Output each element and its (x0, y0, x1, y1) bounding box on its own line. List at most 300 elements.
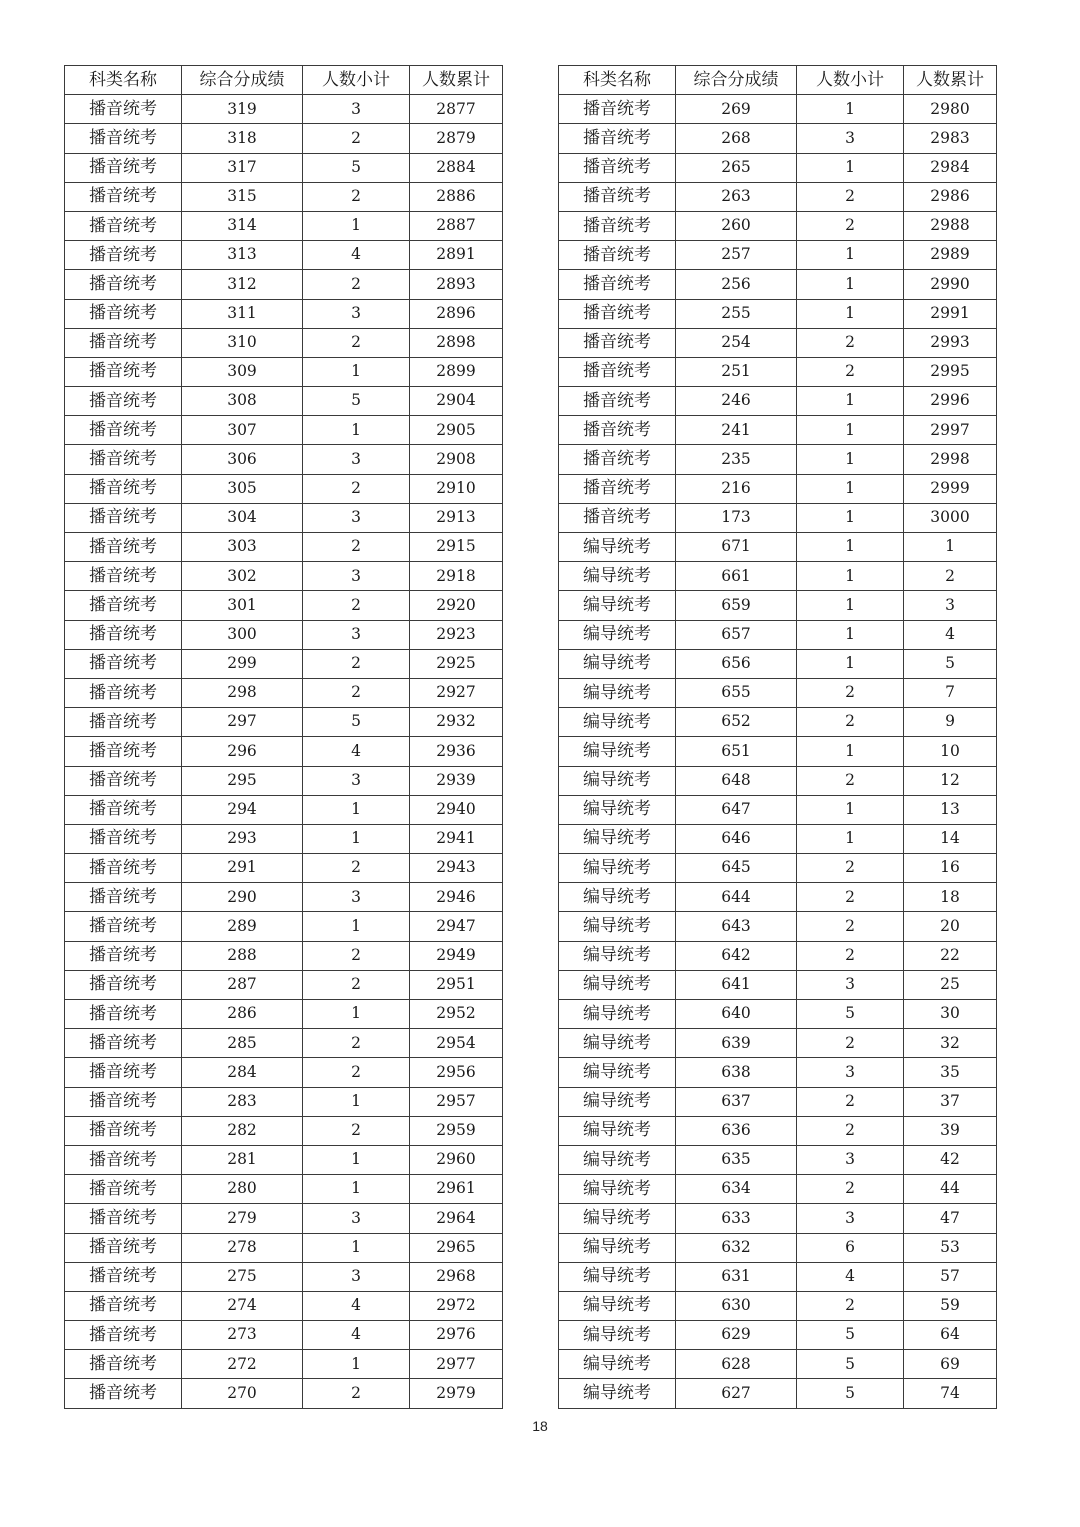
table-row (65, 474, 503, 503)
cell-category: 播音统考 (559, 357, 676, 386)
table-row (559, 1058, 997, 1087)
table-row (65, 1000, 503, 1029)
table-header-row (559, 66, 997, 95)
cell-score: 301 (182, 591, 303, 620)
table-row (65, 970, 503, 999)
cell-category: 播音统考 (65, 153, 182, 182)
table-row (65, 1058, 503, 1087)
table-row (559, 1116, 997, 1145)
cell-category: 播音统考 (65, 124, 182, 153)
cell-cumulative: 2991 (904, 299, 997, 328)
cell-count: 1 (303, 1145, 410, 1174)
table-row (559, 1087, 997, 1116)
cell-count: 2 (303, 941, 410, 970)
cell-category: 编导统考 (559, 591, 676, 620)
cell-category: 编导统考 (559, 1233, 676, 1262)
table-row (65, 620, 503, 649)
cell-score: 299 (182, 649, 303, 678)
cell-count: 3 (303, 620, 410, 649)
cell-cumulative: 10 (904, 737, 997, 766)
cell-category: 编导统考 (559, 1262, 676, 1291)
cell-count: 1 (797, 591, 904, 620)
cell-cumulative: 2943 (410, 854, 503, 883)
table-row (65, 153, 503, 182)
score-table-right (558, 65, 997, 1409)
table-row (559, 1262, 997, 1291)
cell-cumulative: 2972 (410, 1291, 503, 1320)
cell-score: 273 (182, 1321, 303, 1350)
table-row (559, 1379, 997, 1408)
cell-count: 3 (303, 1262, 410, 1291)
table-row (65, 211, 503, 240)
cell-category: 编导统考 (559, 1321, 676, 1350)
cell-category: 播音统考 (65, 970, 182, 999)
cell-score: 294 (182, 795, 303, 824)
table-header-row (65, 66, 503, 95)
cell-score: 284 (182, 1058, 303, 1087)
cell-score: 241 (676, 416, 797, 445)
cell-score: 642 (676, 941, 797, 970)
cell-score: 647 (676, 795, 797, 824)
table-row (559, 387, 997, 416)
table-row (65, 1379, 503, 1408)
cell-cumulative: 16 (904, 854, 997, 883)
table-row (559, 182, 997, 211)
cell-cumulative: 2998 (904, 445, 997, 474)
table-row (559, 970, 997, 999)
cell-count: 5 (797, 1321, 904, 1350)
cell-cumulative: 47 (904, 1204, 997, 1233)
table-row (559, 1350, 997, 1379)
cell-score: 640 (676, 1000, 797, 1029)
cell-score: 305 (182, 474, 303, 503)
cell-score: 629 (676, 1321, 797, 1350)
cell-score: 632 (676, 1233, 797, 1262)
cell-cumulative: 2956 (410, 1058, 503, 1087)
header-category: 科类名称 (65, 66, 182, 95)
cell-category: 播音统考 (65, 357, 182, 386)
cell-count: 3 (303, 766, 410, 795)
cell-score: 282 (182, 1116, 303, 1145)
table-row (559, 1000, 997, 1029)
cell-count: 1 (303, 211, 410, 240)
cell-category: 播音统考 (559, 416, 676, 445)
header-cumulative: 人数累计 (904, 66, 997, 95)
cell-count: 1 (797, 445, 904, 474)
cell-cumulative: 2904 (410, 387, 503, 416)
cell-count: 3 (303, 503, 410, 532)
table-row (65, 1233, 503, 1262)
cell-count: 1 (303, 416, 410, 445)
cell-score: 285 (182, 1029, 303, 1058)
cell-count: 2 (303, 1379, 410, 1408)
cell-count: 2 (797, 678, 904, 707)
cell-category: 播音统考 (559, 211, 676, 240)
cell-count: 2 (797, 182, 904, 211)
cell-category: 编导统考 (559, 824, 676, 853)
cell-cumulative: 2947 (410, 912, 503, 941)
cell-cumulative: 2932 (410, 708, 503, 737)
cell-category: 编导统考 (559, 854, 676, 883)
table-row (559, 883, 997, 912)
table-row (65, 737, 503, 766)
cell-count: 1 (303, 1087, 410, 1116)
cell-count: 1 (797, 474, 904, 503)
cell-count: 1 (303, 1233, 410, 1262)
table-row (65, 708, 503, 737)
cell-cumulative: 2927 (410, 678, 503, 707)
cell-count: 3 (797, 124, 904, 153)
cell-category: 播音统考 (65, 1233, 182, 1262)
table-row (65, 241, 503, 270)
table-row (65, 795, 503, 824)
cell-cumulative: 2905 (410, 416, 503, 445)
table-row (65, 328, 503, 357)
table-row (65, 562, 503, 591)
cell-score: 296 (182, 737, 303, 766)
cell-cumulative: 2996 (904, 387, 997, 416)
cell-count: 2 (797, 1087, 904, 1116)
cell-category: 播音统考 (65, 211, 182, 240)
cell-category: 播音统考 (65, 328, 182, 357)
cell-cumulative: 2891 (410, 241, 503, 270)
cell-count: 5 (797, 1350, 904, 1379)
cell-category: 编导统考 (559, 620, 676, 649)
cell-category: 编导统考 (559, 737, 676, 766)
cell-cumulative: 2957 (410, 1087, 503, 1116)
cell-cumulative: 2954 (410, 1029, 503, 1058)
cell-count: 5 (303, 708, 410, 737)
cell-score: 288 (182, 941, 303, 970)
cell-cumulative: 20 (904, 912, 997, 941)
cell-category: 编导统考 (559, 1029, 676, 1058)
cell-cumulative: 2986 (904, 182, 997, 211)
cell-category: 编导统考 (559, 1058, 676, 1087)
cell-score: 315 (182, 182, 303, 211)
cell-score: 275 (182, 1262, 303, 1291)
table-row (559, 824, 997, 853)
table-row (559, 1321, 997, 1350)
cell-score: 635 (676, 1145, 797, 1174)
cell-score: 313 (182, 241, 303, 270)
cell-category: 播音统考 (65, 824, 182, 853)
cell-cumulative: 2951 (410, 970, 503, 999)
cell-score: 278 (182, 1233, 303, 1262)
table-row (559, 941, 997, 970)
cell-score: 656 (676, 649, 797, 678)
cell-count: 3 (303, 562, 410, 591)
cell-category: 播音统考 (65, 591, 182, 620)
cell-score: 310 (182, 328, 303, 357)
cell-cumulative: 2910 (410, 474, 503, 503)
cell-cumulative: 2899 (410, 357, 503, 386)
header-count: 人数小计 (303, 66, 410, 95)
table-row (65, 678, 503, 707)
table-row (65, 1029, 503, 1058)
cell-score: 274 (182, 1291, 303, 1320)
cell-cumulative: 2968 (410, 1262, 503, 1291)
cell-score: 257 (676, 241, 797, 270)
cell-cumulative: 18 (904, 883, 997, 912)
cell-score: 643 (676, 912, 797, 941)
table-row (559, 416, 997, 445)
table-row (65, 533, 503, 562)
cell-cumulative: 25 (904, 970, 997, 999)
cell-count: 2 (797, 328, 904, 357)
cell-score: 311 (182, 299, 303, 328)
cell-count: 1 (797, 95, 904, 124)
cell-count: 5 (797, 1379, 904, 1408)
cell-category: 编导统考 (559, 1291, 676, 1320)
cell-category: 播音统考 (65, 503, 182, 532)
cell-cumulative: 1 (904, 533, 997, 562)
cell-category: 播音统考 (65, 533, 182, 562)
cell-cumulative: 12 (904, 766, 997, 795)
table-row (65, 182, 503, 211)
cell-count: 3 (797, 1058, 904, 1087)
cell-count: 1 (303, 824, 410, 853)
cell-cumulative: 2908 (410, 445, 503, 474)
table-row (559, 474, 997, 503)
table-row (65, 1350, 503, 1379)
cell-category: 播音统考 (65, 1116, 182, 1145)
cell-count: 1 (797, 503, 904, 532)
cell-cumulative: 2 (904, 562, 997, 591)
cell-cumulative: 2936 (410, 737, 503, 766)
cell-category: 播音统考 (65, 883, 182, 912)
cell-score: 246 (676, 387, 797, 416)
cell-category: 播音统考 (65, 795, 182, 824)
cell-score: 293 (182, 824, 303, 853)
cell-cumulative: 3 (904, 591, 997, 620)
cell-category: 播音统考 (559, 153, 676, 182)
score-table-left (64, 65, 503, 1409)
table-row (559, 1029, 997, 1058)
cell-cumulative: 57 (904, 1262, 997, 1291)
cell-cumulative: 2898 (410, 328, 503, 357)
cell-count: 3 (303, 299, 410, 328)
cell-category: 播音统考 (559, 387, 676, 416)
cell-count: 2 (797, 357, 904, 386)
cell-count: 2 (797, 1175, 904, 1204)
cell-cumulative: 2965 (410, 1233, 503, 1262)
table-row (559, 270, 997, 299)
header-cumulative: 人数累计 (410, 66, 503, 95)
cell-score: 638 (676, 1058, 797, 1087)
cell-category: 播音统考 (65, 445, 182, 474)
cell-count: 1 (797, 241, 904, 270)
cell-category: 播音统考 (65, 912, 182, 941)
cell-count: 2 (797, 211, 904, 240)
cell-score: 636 (676, 1116, 797, 1145)
cell-category: 播音统考 (65, 941, 182, 970)
cell-count: 4 (797, 1262, 904, 1291)
table-row (65, 416, 503, 445)
table-row (65, 824, 503, 853)
cell-cumulative: 2879 (410, 124, 503, 153)
cell-category: 编导统考 (559, 1087, 676, 1116)
cell-score: 309 (182, 357, 303, 386)
cell-score: 265 (676, 153, 797, 182)
cell-cumulative: 2995 (904, 357, 997, 386)
table-row (65, 1291, 503, 1320)
cell-count: 1 (797, 533, 904, 562)
cell-category: 播音统考 (65, 708, 182, 737)
table-row (65, 941, 503, 970)
table-row (559, 912, 997, 941)
cell-count: 1 (303, 1175, 410, 1204)
table-row (65, 503, 503, 532)
cell-category: 播音统考 (559, 241, 676, 270)
header-count: 人数小计 (797, 66, 904, 95)
cell-category: 编导统考 (559, 533, 676, 562)
cell-score: 287 (182, 970, 303, 999)
cell-count: 2 (797, 1116, 904, 1145)
cell-score: 272 (182, 1350, 303, 1379)
cell-category: 播音统考 (65, 1291, 182, 1320)
cell-cumulative: 2915 (410, 533, 503, 562)
cell-cumulative: 2997 (904, 416, 997, 445)
cell-cumulative: 44 (904, 1175, 997, 1204)
cell-score: 646 (676, 824, 797, 853)
cell-count: 2 (303, 1029, 410, 1058)
cell-count: 2 (303, 854, 410, 883)
cell-count: 3 (303, 445, 410, 474)
cell-count: 1 (797, 270, 904, 299)
cell-score: 630 (676, 1291, 797, 1320)
cell-score: 289 (182, 912, 303, 941)
table-row (559, 795, 997, 824)
cell-cumulative: 14 (904, 824, 997, 853)
cell-category: 播音统考 (65, 1379, 182, 1408)
cell-cumulative: 2980 (904, 95, 997, 124)
cell-count: 1 (303, 357, 410, 386)
cell-count: 2 (303, 1058, 410, 1087)
table-row (559, 1291, 997, 1320)
table-row (65, 649, 503, 678)
cell-count: 2 (797, 941, 904, 970)
cell-cumulative: 2939 (410, 766, 503, 795)
page-number: 18 (532, 1418, 548, 1434)
cell-score: 235 (676, 445, 797, 474)
cell-count: 3 (797, 1204, 904, 1233)
table-row (559, 737, 997, 766)
table-row (559, 1233, 997, 1262)
cell-category: 播音统考 (65, 649, 182, 678)
cell-count: 2 (303, 124, 410, 153)
table-row (65, 1262, 503, 1291)
cell-category: 编导统考 (559, 649, 676, 678)
cell-category: 编导统考 (559, 795, 676, 824)
cell-count: 2 (303, 649, 410, 678)
cell-cumulative: 2913 (410, 503, 503, 532)
cell-category: 播音统考 (65, 1029, 182, 1058)
cell-category: 播音统考 (559, 124, 676, 153)
cell-score: 319 (182, 95, 303, 124)
cell-score: 671 (676, 533, 797, 562)
header-score: 综合分成绩 (676, 66, 797, 95)
cell-category: 编导统考 (559, 1000, 676, 1029)
cell-category: 播音统考 (65, 241, 182, 270)
cell-score: 657 (676, 620, 797, 649)
cell-cumulative: 2940 (410, 795, 503, 824)
table-row (65, 1116, 503, 1145)
table-row (65, 445, 503, 474)
cell-score: 314 (182, 211, 303, 240)
cell-category: 播音统考 (65, 1321, 182, 1350)
cell-category: 播音统考 (65, 1350, 182, 1379)
cell-count: 2 (303, 678, 410, 707)
cell-category: 播音统考 (65, 387, 182, 416)
cell-count: 2 (303, 328, 410, 357)
table-row (559, 299, 997, 328)
cell-count: 2 (303, 591, 410, 620)
cell-count: 1 (303, 912, 410, 941)
cell-category: 编导统考 (559, 1350, 676, 1379)
cell-category: 播音统考 (559, 328, 676, 357)
cell-count: 5 (303, 387, 410, 416)
cell-cumulative: 74 (904, 1379, 997, 1408)
cell-count: 4 (303, 241, 410, 270)
cell-cumulative: 2979 (410, 1379, 503, 1408)
cell-score: 268 (676, 124, 797, 153)
cell-count: 1 (797, 153, 904, 182)
cell-cumulative: 53 (904, 1233, 997, 1262)
cell-count: 2 (797, 854, 904, 883)
cell-count: 2 (303, 474, 410, 503)
cell-category: 编导统考 (559, 1379, 676, 1408)
cell-score: 633 (676, 1204, 797, 1233)
cell-cumulative: 2925 (410, 649, 503, 678)
cell-cumulative: 2952 (410, 1000, 503, 1029)
table-row (559, 766, 997, 795)
table-row (65, 387, 503, 416)
cell-category: 编导统考 (559, 1204, 676, 1233)
cell-score: 631 (676, 1262, 797, 1291)
cell-category: 编导统考 (559, 708, 676, 737)
cell-category: 编导统考 (559, 1145, 676, 1174)
cell-cumulative: 2964 (410, 1204, 503, 1233)
cell-category: 播音统考 (559, 95, 676, 124)
cell-category: 播音统考 (65, 1204, 182, 1233)
cell-cumulative: 2989 (904, 241, 997, 270)
cell-cumulative: 2949 (410, 941, 503, 970)
cell-score: 651 (676, 737, 797, 766)
cell-cumulative: 42 (904, 1145, 997, 1174)
cell-count: 3 (797, 1145, 904, 1174)
cell-count: 1 (797, 737, 904, 766)
cell-count: 1 (797, 387, 904, 416)
table-row (65, 299, 503, 328)
cell-cumulative: 2923 (410, 620, 503, 649)
cell-count: 3 (797, 970, 904, 999)
cell-score: 216 (676, 474, 797, 503)
cell-count: 4 (303, 737, 410, 766)
cell-score: 304 (182, 503, 303, 532)
table-row (65, 1087, 503, 1116)
cell-cumulative: 59 (904, 1291, 997, 1320)
cell-count: 1 (303, 1350, 410, 1379)
table-row (65, 912, 503, 941)
cell-score: 251 (676, 357, 797, 386)
cell-count: 5 (303, 153, 410, 182)
table-row (559, 153, 997, 182)
cell-cumulative: 35 (904, 1058, 997, 1087)
cell-count: 1 (797, 562, 904, 591)
cell-score: 290 (182, 883, 303, 912)
cell-count: 2 (797, 1029, 904, 1058)
cell-score: 281 (182, 1145, 303, 1174)
